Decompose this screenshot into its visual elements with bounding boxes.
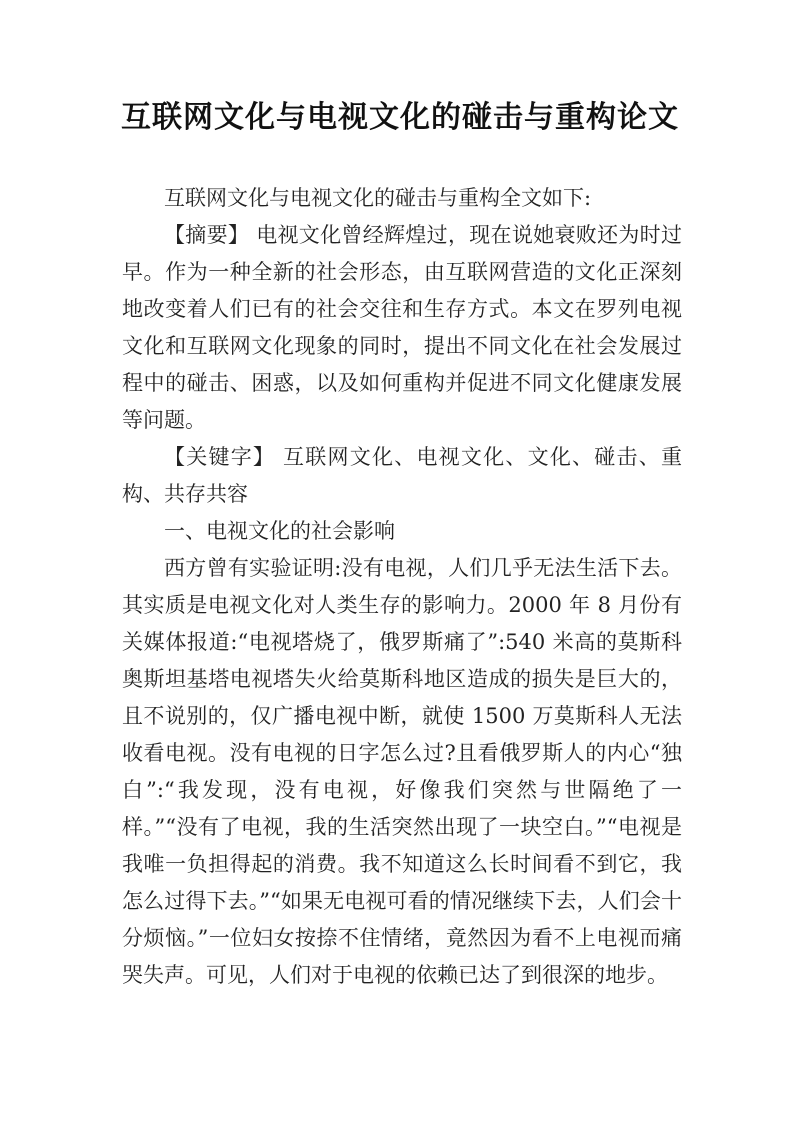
abstract-paragraph: 【摘要】 电视文化曾经辉煌过，现在说她衰败还为时过早。作为一种全新的社会形态，由互联网营造的文化正深刻地改变着人们已有的社会交往和生存方式。本文在罗列电视文化和互联网文化现象的同时，提出不同文化在社会发展过程中的碰击、困惑，以及如何重构并促进不同文化健康发展等问题。 (122, 223, 682, 432)
intro-paragraph: 互联网文化与电视文化的碰击与重构全文如下: (164, 186, 592, 210)
document-title: 互联网文化与电视文化的碰击与重构论文 (121, 100, 679, 135)
section-heading: 一、电视文化的社会影响 (164, 519, 395, 543)
keywords-paragraph: 【关键字】 互联网文化、电视文化、文化、碰击、重构、共存共容 (122, 445, 682, 506)
document-body (122, 180, 682, 994)
body-paragraph: 西方曾有实验证明:没有电视，人们几乎无法生活下去。其实质是电视文化对人类生存的影响力。2000 年 8 月份有关媒体报道:“电视塔烧了，俄罗斯痛了”:540 米高的莫斯科奥斯坦基塔电视塔失火给莫斯科地区造成的损失是巨大的，且不说别的，仅广播电视中断，就使 1500 万莫斯科人无法收看电视。没有电视的日字怎么过?且看俄罗斯人的内心“独白”:“我发现，没有电视，好像我们突然与世隔绝了一样。”“没有了电视，我的生活突然出现了一块空白。”“电视是我唯一负担得起的消费。我不知道这么长时间看不到它，我怎么过得下去。”“如果无电视可看的情况继续下去，人们会十分烦恼。”一位妇女按捺不住情绪，竟然因为看不上电视而痛哭失声。可见，人们对于电视的依赖已达了到很深的地步。 (122, 556, 682, 987)
